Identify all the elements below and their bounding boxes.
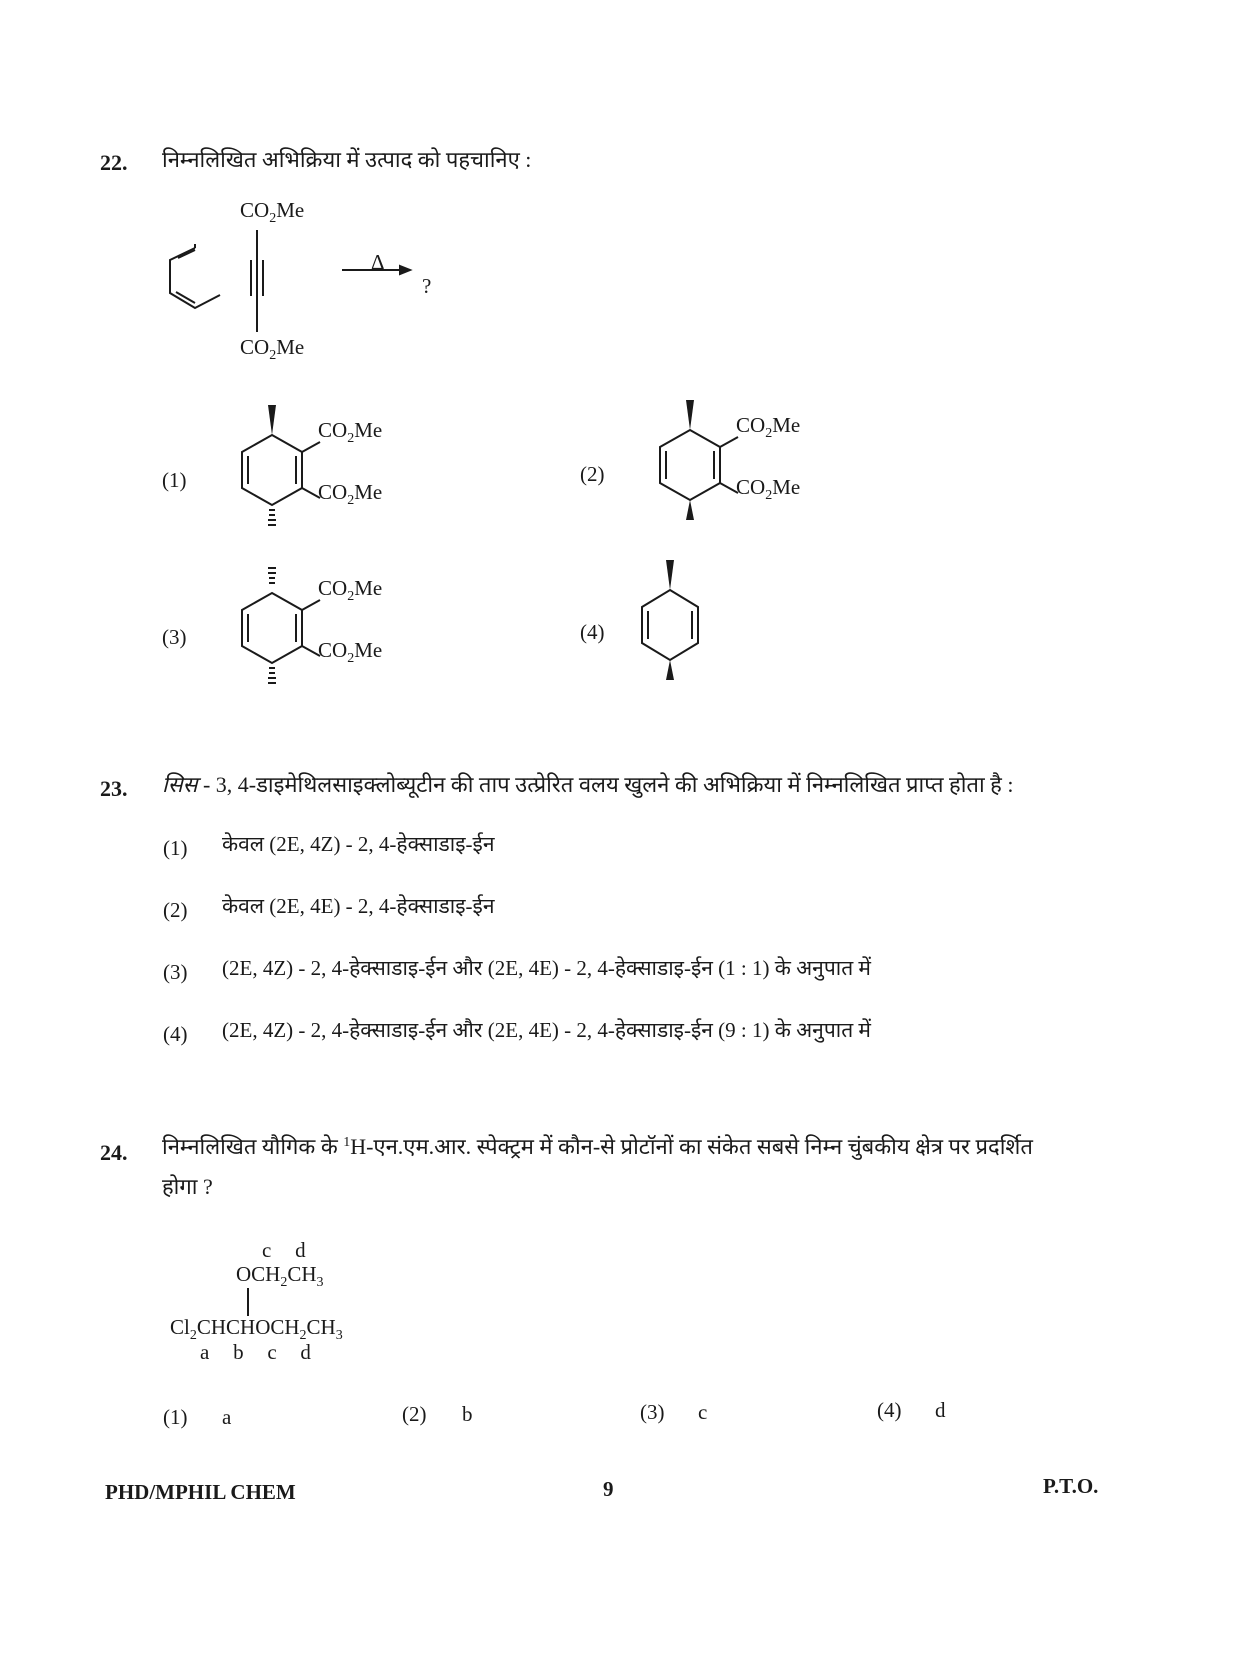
question-23-body: - 3, 4-डाइमेथिलसाइक्लोब्यूटीन की ताप उत्प्रेरित वलय खुलने की अभिक्रिया में निम्नलिखित प्राप्त होता है : <box>197 772 1014 797</box>
compound-top-labels: c d <box>262 1238 308 1262</box>
q24-option-4-number: (4) <box>877 1398 902 1422</box>
q22-option-4-number: (4) <box>580 620 605 644</box>
q23-option-4-number: (4) <box>163 1022 188 1046</box>
alkyne-triple-bond <box>251 230 263 332</box>
q24-option-3-text: c <box>698 1400 708 1424</box>
question-22-number: 22. <box>100 150 128 175</box>
q22-option-3-number: (3) <box>162 625 187 649</box>
q22-option-1-number: (1) <box>162 468 187 492</box>
question-24-superscript: 1 <box>343 1135 351 1150</box>
hexatriene-structure <box>170 244 220 308</box>
q22-option-3-ester-top: $CO_2Me$ <box>318 576 383 604</box>
q22-option-4-structure <box>625 555 715 685</box>
q22-option-1-structure <box>220 400 330 530</box>
q23-option-2-text: केवल (2E, 4E) - 2, 4-हेक्साडाइ-ईन <box>222 894 495 918</box>
q24-option-1-text: a <box>222 1405 232 1429</box>
reagent-bottom-ester: $CO_2Me$ <box>240 335 305 363</box>
reagent-top-ester: $CO_2Me$ <box>240 198 305 226</box>
q23-option-1-number: (1) <box>163 836 188 860</box>
q23-option-4-text: (2E, 4Z) - 2, 4-हेक्साडाइ-ईन और (2E, 4E) - 2, 4-हेक्साडाइ-ईन (9 : 1) के अनुपात में <box>222 1018 871 1042</box>
q22-option-1-ester-top: $CO_2Me$ <box>318 418 383 446</box>
compound-bottom-labels: a b c d <box>200 1340 313 1364</box>
question-24-text-end: H-एन.एम.आर. स्पेक्ट्रम में कौन-से प्रोटॉनों का संकेत सबसे निम्न चुंबकीय क्षेत्र पर प्रदर्शित <box>350 1134 1033 1159</box>
q22-option-3-ester-bottom: $CO_2Me$ <box>318 638 383 666</box>
arrow-product-unknown: ? <box>422 274 432 298</box>
q23-option-2-number: (2) <box>163 898 188 922</box>
q22-option-2-ester-bottom: $CO_2Me$ <box>736 475 801 503</box>
question-24-text <box>162 1130 1142 1164</box>
footer-page-number: 9 <box>603 1477 614 1501</box>
q22-option-2-structure <box>638 395 748 525</box>
compound-ethoxy-group: $OCH_2CH_3$ <box>236 1262 324 1290</box>
arrow-label-delta: Δ <box>371 250 385 274</box>
footer-pto: P.T.O. <box>1043 1474 1099 1498</box>
footer-exam-code: PHD/MPHIL CHEM <box>105 1480 296 1504</box>
q22-option-3-structure <box>220 558 330 688</box>
question-23-italic-prefix: सिस <box>162 772 198 797</box>
compound-main-chain: $Cl_2CHCHOCH_2CH_3$ <box>170 1315 343 1343</box>
q22-option-1-ester-bottom: $CO_2Me$ <box>318 480 383 508</box>
q23-option-3-text: (2E, 4Z) - 2, 4-हेक्साडाइ-ईन और (2E, 4E) - 2, 4-हेक्साडाइ-ईन (1 : 1) के अनुपात में <box>222 956 871 980</box>
q23-option-1-text: केवल (2E, 4Z) - 2, 4-हेक्साडाइ-ईन <box>222 832 495 856</box>
question-24-number: 24. <box>100 1140 128 1165</box>
question-23-text <box>162 768 1122 802</box>
q23-option-3-number: (3) <box>163 960 188 984</box>
q24-option-3-number: (3) <box>640 1400 665 1424</box>
q24-option-1-number: (1) <box>163 1405 188 1429</box>
compound-bond-line <box>247 1288 249 1316</box>
q22-option-2-number: (2) <box>580 462 605 486</box>
question-23-number: 23. <box>100 776 128 801</box>
question-24-text-start: निम्नलिखित यौगिक के <box>162 1134 344 1159</box>
q24-option-2-number: (2) <box>402 1402 427 1426</box>
q24-option-4-text: d <box>935 1398 946 1422</box>
question-24-text-line2: होगा ? <box>162 1174 213 1199</box>
q24-option-2-text: b <box>462 1402 473 1426</box>
q22-option-2-ester-top: $CO_2Me$ <box>736 413 801 441</box>
question-22-text: निम्नलिखित अभिक्रिया में उत्पाद को पहचानिए : <box>162 147 532 172</box>
